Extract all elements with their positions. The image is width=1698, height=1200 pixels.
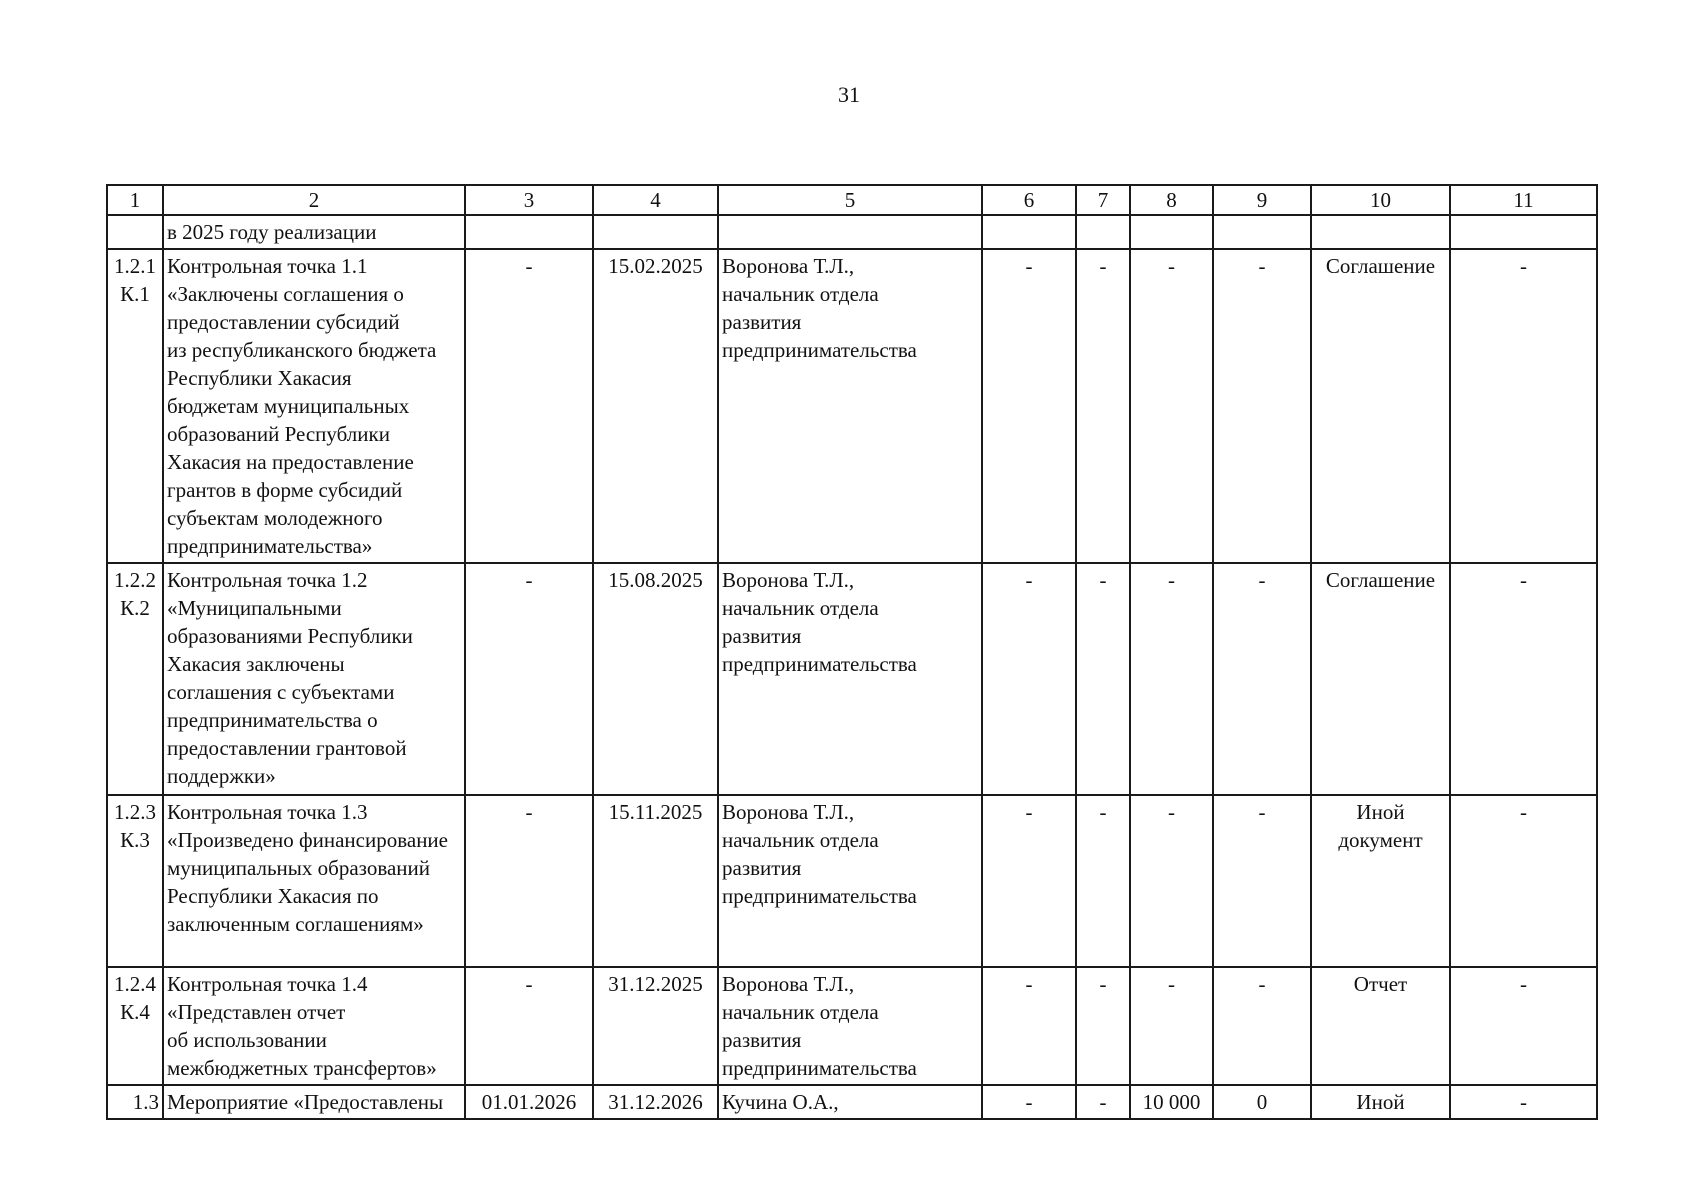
document-type: Иной	[1311, 1085, 1450, 1119]
start-date: -	[465, 563, 593, 795]
document-type: Отчет	[1311, 967, 1450, 1085]
column-header: 9	[1213, 185, 1311, 215]
table-cell	[1311, 215, 1450, 249]
table-cell: -	[1076, 563, 1130, 795]
table-cell	[718, 215, 982, 249]
table-cell: -	[1076, 795, 1130, 967]
table-cell	[1130, 215, 1213, 249]
table-cell	[465, 215, 593, 249]
table-cell: -	[982, 795, 1076, 967]
row-title: Контрольная точка 1.1 «Заключены соглашения о предоставлении субсидий из республиканского бюджета Республики Хакасия бюджетам муниципальных образований Республики Хакасия на предоставление грантов в форме субсидий субъектам молодежного предпринимательства»	[163, 249, 465, 563]
column-header: 1	[107, 185, 163, 215]
table-cell	[1213, 215, 1311, 249]
table-cell: -	[1213, 563, 1311, 795]
table-cell: -	[982, 1085, 1076, 1119]
column-header: 10	[1311, 185, 1450, 215]
table-cell: -	[1130, 249, 1213, 563]
table-cell	[107, 215, 163, 249]
table-cell: -	[1130, 967, 1213, 1085]
table-row	[107, 795, 1597, 967]
table-cell: 10 000	[1130, 1085, 1213, 1119]
column-header: 11	[1450, 185, 1597, 215]
table-cell: 0	[1213, 1085, 1311, 1119]
start-date: 01.01.2026	[465, 1085, 593, 1119]
table-cell: -	[1450, 967, 1597, 1085]
responsible-person: Воронова Т.Л., начальник отдела развития предпринимательства	[718, 249, 982, 563]
table-cell: -	[1450, 1085, 1597, 1119]
column-header: 5	[718, 185, 982, 215]
table-cell: -	[1130, 795, 1213, 967]
start-date: -	[465, 795, 593, 967]
row-number: 1.3	[107, 1085, 163, 1119]
end-date: 15.08.2025	[593, 563, 718, 795]
row-title: Мероприятие «Предоставлены	[163, 1085, 465, 1119]
row-number: 1.2.4 К.4	[107, 967, 163, 1085]
responsible-person: Воронова Т.Л., начальник отдела развития предпринимательства	[718, 563, 982, 795]
table-cell: -	[1450, 795, 1597, 967]
column-header: 7	[1076, 185, 1130, 215]
document-type: Соглашение	[1311, 249, 1450, 563]
document-type: Иной документ	[1311, 795, 1450, 967]
table-row	[107, 249, 1597, 563]
table-cell: -	[1450, 563, 1597, 795]
table-cell	[1076, 215, 1130, 249]
table-cell: -	[1076, 249, 1130, 563]
start-date: -	[465, 967, 593, 1085]
table-row	[107, 1085, 1597, 1119]
row-title: Контрольная точка 1.2 «Муниципальными образованиями Республики Хакасия заключены соглашения с субъектами предпринимательства о предоставлении грантовой поддержки»	[163, 563, 465, 795]
row-title: Контрольная точка 1.4 «Представлен отчет об использовании межбюджетных трансфертов»	[163, 967, 465, 1085]
table-cell: -	[1213, 249, 1311, 563]
responsible-person: Воронова Т.Л., начальник отдела развития предпринимательства	[718, 795, 982, 967]
table-cell	[593, 215, 718, 249]
row-number: 1.2.1 К.1	[107, 249, 163, 563]
responsible-person: Воронова Т.Л., начальник отдела развития предпринимательства	[718, 967, 982, 1085]
start-date: -	[465, 249, 593, 563]
column-header: 2	[163, 185, 465, 215]
table-cell: -	[1213, 795, 1311, 967]
row-number: 1.2.2 К.2	[107, 563, 163, 795]
document-type: Соглашение	[1311, 563, 1450, 795]
table-cell: -	[1130, 563, 1213, 795]
column-header: 4	[593, 185, 718, 215]
table-cell: -	[1450, 249, 1597, 563]
table-cell	[982, 215, 1076, 249]
row-number: 1.2.3 К.3	[107, 795, 163, 967]
continuation-row	[107, 215, 1597, 249]
column-header: 6	[982, 185, 1076, 215]
table-cell: -	[1213, 967, 1311, 1085]
column-header: 3	[465, 185, 593, 215]
table-row	[107, 563, 1597, 795]
plan-table	[106, 184, 1598, 1120]
table-cell: -	[1076, 967, 1130, 1085]
row-title: Контрольная точка 1.3 «Произведено финансирование муниципальных образований Республики Хакасия по заключенным соглашениям»	[163, 795, 465, 967]
end-date: 31.12.2025	[593, 967, 718, 1085]
column-header: 8	[1130, 185, 1213, 215]
table-row	[107, 967, 1597, 1085]
table-cell: -	[982, 249, 1076, 563]
continuation-text: в 2025 году реализации	[163, 215, 465, 249]
table-cell: -	[982, 967, 1076, 1085]
end-date: 15.02.2025	[593, 249, 718, 563]
page-number: 31	[838, 82, 860, 107]
responsible-person: Кучина О.А.,	[718, 1085, 982, 1119]
column-number-row	[107, 185, 1597, 215]
table-cell: -	[1076, 1085, 1130, 1119]
end-date: 15.11.2025	[593, 795, 718, 967]
end-date: 31.12.2026	[593, 1085, 718, 1119]
table-cell	[1450, 215, 1597, 249]
table-cell: -	[982, 563, 1076, 795]
